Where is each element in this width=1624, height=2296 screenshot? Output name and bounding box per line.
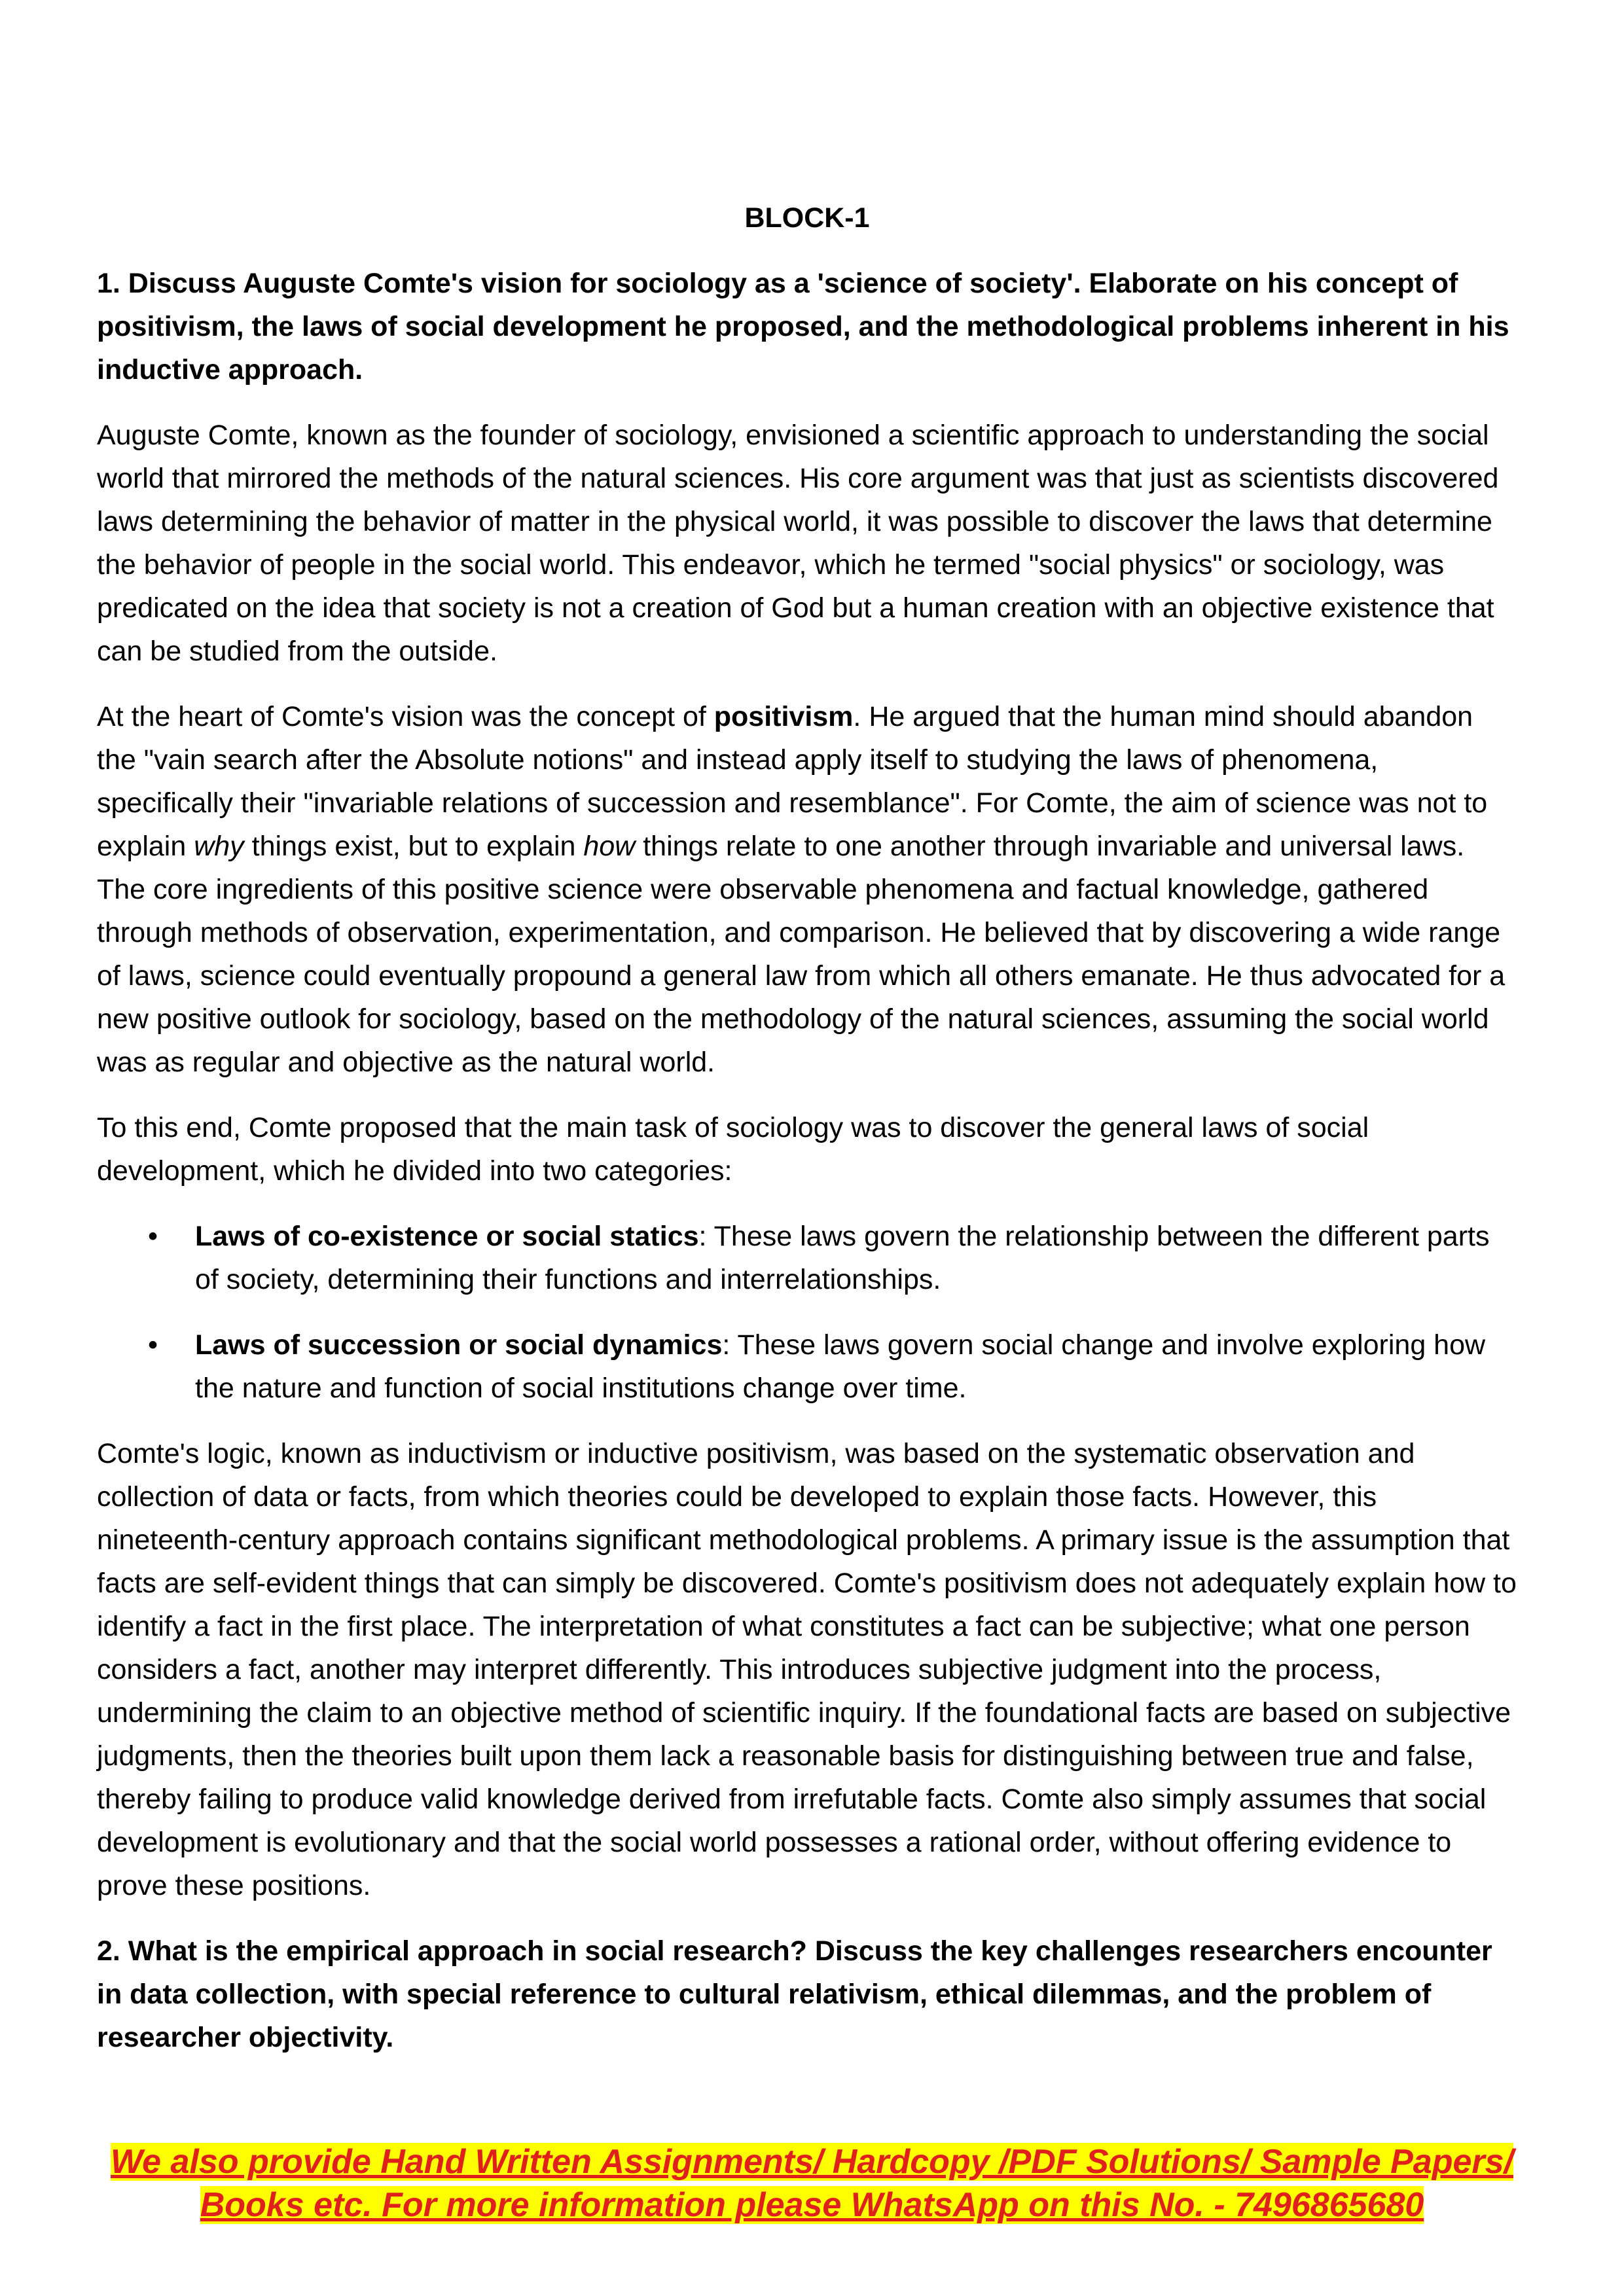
text-segment: At the heart of Comte's vision was the concept of	[97, 701, 714, 732]
list-item	[97, 1215, 1517, 1301]
document-page	[97, 196, 1517, 2081]
law-description: : These laws govern the relationship between the different parts of society, determining their functions and interrelationships.	[195, 1221, 1490, 1295]
promo-line-1: We also provide Hand Written Assignments/ Hardcopy /PDF Solutions/ Sample Papers/	[110, 2143, 1514, 2181]
paragraph-intro: Auguste Comte, known as the founder of sociology, envisioned a scientific approach to understanding the social world that mirrored the methods of the natural sciences. His core argument was that just as scientists discovered laws determining the behavior of matter in the physical world, it was possible to discover the laws that determine the behavior of people in the social world. This endeavor, which he termed "social physics" or sociology, was predicated on the idea that society is not a creation of God but a human creation with an objective existence that can be studied from the outside.	[97, 420, 1499, 667]
bullet-icon: •	[148, 1221, 158, 1252]
why-emphasis: why	[194, 831, 244, 862]
law-description: : These laws govern social change and involve exploring how the nature and function of social institutions change over time.	[195, 1329, 1486, 1404]
paragraph-methodology: Comte's logic, known as inductivism or inductive positivism, was based on the systematic observation and collection of data or facts, from which theories could be developed to explain those facts. However, this nineteenth-century approach contains significant methodological problems. A primary issue is the assumption that facts are self-evident things that can simply be discovered. Comte's positivism does not adequately explain how to identify a fact in the first place. The interpretation of what constitutes a fact can be subjective; what one person considers a fact, another may interpret differently. This introduces subjective judgment into the process, undermining the claim to an objective method of scientific inquiry. If the foundational facts are based on subjective judgments, then the theories built upon them lack a reasonable basis for distinguishing between true and false, thereby failing to produce valid knowledge derived from irrefutable facts. Comte also simply assumes that social development is evolutionary and that the social world possesses a rational order, without offering evidence to prove these positions.	[97, 1438, 1517, 1901]
text-segment: things relate to one another through invariable and universal laws. The core ingredients of this positive science were observable phenomena and factual knowledge, gathered through methods of observation, experimentation, and comparison. He believed that by discovering a wide range of laws, science could eventually propound a general law from which all others emanate. He thus advocated for a new positive outlook for sociology, based on the methodology of the natural sciences, assuming the social world was as regular and objective as the natural world.	[97, 831, 1506, 1078]
question-1: 1. Discuss Auguste Comte's vision for sociology as a 'science of society'. Elaborate on his concept of positivism, the laws of social development he proposed, and the methodological problems inherent in his inductive approach.	[97, 268, 1509, 386]
promo-line-2: Books etc. For more information please WhatsApp on this No. - 7496865680	[200, 2186, 1424, 2224]
bullet-icon: •	[148, 1329, 158, 1361]
paragraph-laws-intro: To this end, Comte proposed that the main task of sociology was to discover the general laws of social development, which he divided into two categories:	[97, 1112, 1369, 1187]
how-emphasis: how	[583, 831, 636, 862]
question-2: 2. What is the empirical approach in social research? Discuss the key challenges researchers encounter in data collection, with special reference to cultural relativism, ethical dilemmas, and the problem of researcher objectivity.	[97, 1935, 1492, 2053]
promo-footer	[0, 2140, 1624, 2227]
block-title: BLOCK-1	[744, 202, 870, 234]
text-segment: things exist, but to explain	[244, 831, 584, 862]
positivism-term: positivism	[713, 701, 854, 732]
law-term: Laws of succession or social dynamics	[195, 1329, 723, 1361]
laws-list	[97, 1215, 1517, 1410]
list-item	[97, 1323, 1517, 1410]
text-segment: . He argued that the human mind should abandon the "vain search after the Absolute notions" and instead apply itself to studying the laws of phenomena, specifically their "invariable relations of succession and resemblance". For Comte, the aim of science was not to explain	[97, 701, 1488, 862]
paragraph-positivism	[97, 695, 1517, 1084]
law-term: Laws of co-existence or social statics	[195, 1221, 699, 1252]
